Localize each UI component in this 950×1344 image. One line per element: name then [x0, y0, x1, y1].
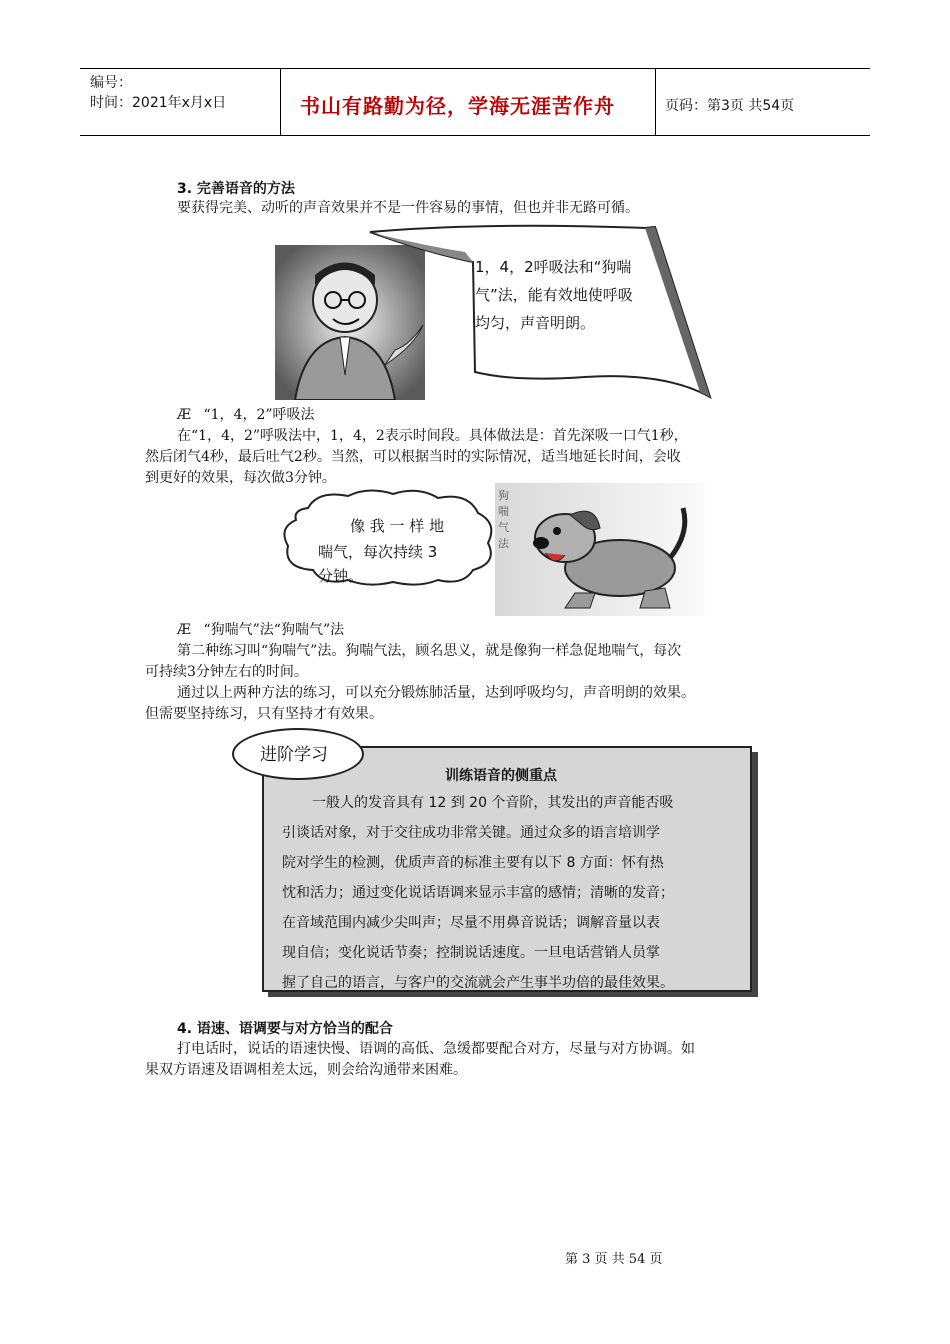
cloud-line-1: 像 我 一 样 地 — [350, 517, 445, 535]
method-2-title: “狗喘气”法“狗喘气”法 — [203, 622, 345, 638]
advanced-title: 训练语音的侧重点 — [445, 768, 557, 784]
advanced-line: 现自信；变化说话节奏；控制说话速度。一旦电话营销人员掌 — [282, 945, 660, 961]
header-divider-right — [655, 68, 656, 136]
method-1-title: “1，4，2”呼吸法 — [203, 407, 315, 423]
dog-illustration — [495, 483, 705, 616]
cloud-line-2: 喘气，每次持续 3 — [318, 543, 438, 561]
advanced-line: 一般人的发音具有 12 到 20 个音阶，其发出的声音能否吸 — [312, 795, 674, 811]
header-divider-left — [280, 68, 281, 136]
advanced-line: 院对学生的检测，优质声音的标准主要有以下 8 方面：怀有热 — [282, 855, 664, 871]
method-2-line-3: 通过以上两种方法的练习，可以充分锻炼肺活量，达到呼吸均匀，声音明朗的效果。 — [177, 685, 695, 701]
doc-number-label: 编号： — [90, 75, 132, 91]
dog-caption: 狗喘气法 — [498, 489, 509, 550]
advanced-line: 在音域范围内减少尖叫声；尽量不用鼻音说话；调解音量以表 — [282, 915, 660, 931]
method-2-heading — [177, 620, 344, 641]
header-top-rule — [80, 68, 870, 69]
advanced-line: 引谈话对象，对于交往成功非常关键。通过众多的语言培训学 — [282, 825, 660, 841]
header-motto: 书山有路勤为径，学海无涯苦作舟 — [300, 94, 615, 118]
banner-text: 1，4，2呼吸法和“狗喘气”法，能有效地使呼吸均匀，声音明朗。 — [475, 258, 633, 332]
header-page-label: 页码：第3页 共54页 — [665, 98, 795, 114]
section-4-title: 4. 语速、语调要与对方恰当的配合 — [177, 1021, 393, 1037]
method-1-line-3: 到更好的效果，每次做3分钟。 — [145, 470, 336, 486]
section-4-line-1: 打电话时，说话的语速快慢、语调的高低、急缓都要配合对方，尽量与对方协调。如 — [177, 1041, 695, 1057]
section-3-title: 3. 完善语音的方法 — [177, 181, 295, 197]
bullet-icon: Æ — [177, 407, 192, 423]
section-4-line-2: 果双方语速及语调相差太远，则会给沟通带来困难。 — [145, 1062, 467, 1078]
method-1-line-1: 在“1，4，2”呼吸法中，1，4，2表示时间段。具体做法是：首先深吸一口气1秒， — [177, 428, 688, 444]
advanced-body — [282, 788, 742, 998]
method-1-line-2: 然后闭气4秒，最后吐气2秒。当然，可以根据当时的实际情况，适当地延长时间，会收 — [145, 449, 681, 465]
page-footer: 第 3 页 共 54 页 — [565, 1252, 663, 1267]
cloud-line-3: 分钟。 — [318, 567, 364, 585]
advanced-line: 忱和活力；通过变化说话语调来显示丰富的感情；清晰的发音； — [282, 885, 674, 901]
method-2-line-1: 第二种练习叫“狗喘气”法。狗喘气法，顾名思义，就是像狗一样急促地喘气，每次 — [177, 643, 682, 659]
doc-date-label: 时间：2021年x月x日 — [90, 95, 227, 111]
advanced-tag: 进阶学习 — [260, 745, 328, 765]
method-2-line-4: 但需要坚持练习，只有坚持才有效果。 — [145, 706, 383, 722]
advanced-line: 握了自己的语言，与客户的交流就会产生事半功倍的最佳效果。 — [282, 975, 674, 991]
section-3-intro: 要获得完美、动听的声音效果并不是一件容易的事情，但也并非无路可循。 — [177, 200, 639, 216]
method-2-line-2: 可持续3分钟左右的时间。 — [145, 664, 308, 680]
method-1-heading — [177, 405, 315, 426]
bullet-icon: Æ — [177, 622, 192, 638]
header-bottom-rule — [80, 135, 870, 136]
